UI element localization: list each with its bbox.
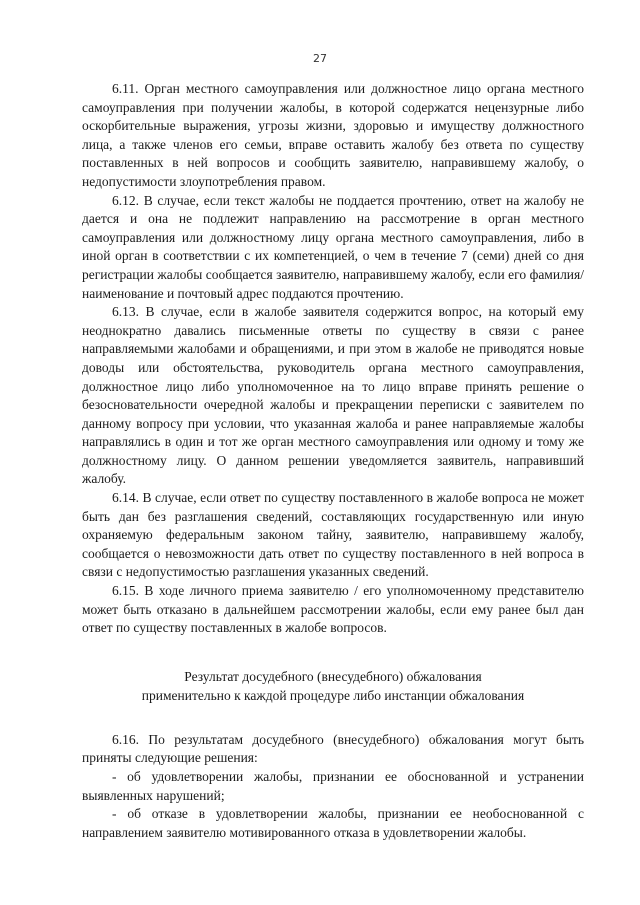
- decision-item-refuse: - об отказе в удовлетворении жалобы, признании ее необоснованной с направлением заявителю мотивированного отказа в удовлетворении жалобы.: [82, 806, 584, 840]
- section-heading: [82, 667, 584, 705]
- paragraph-6-15: 6.15. В ходе личного приема заявителю / его уполномоченному представителю может быть отказано в дальнейшем рассмотрении жалобы, если ему ранее был дан ответ по существу поставленных в жалобе вопросов.: [82, 583, 584, 636]
- paragraph-6-12: 6.12. В случае, если текст жалобы не поддается прочтению, ответ на жалобу не дается и она не подлежит направлению на рассмотрение в орган местного самоуправления или должностному лицу органа местного самоуправления, либо в иной орган в соответствии с их компетенцией, о чем в течение 7 (семи) дней со дня регистрации жалобы сообщается заявителю, направившему жалобу, если его фамилия/наименование и почтовый адрес поддаются прочтению.: [82, 192, 584, 301]
- paragraph-6-16: 6.16. По результатам досудебного (внесудебного) обжалования могут быть приняты следующие решения:: [82, 731, 584, 766]
- paragraph-6-11: 6.11. Орган местного самоуправления или должностное лицо органа местного самоуправления при получении жалобы, в которой содержатся нецензурные либо оскорбительные выражения, угрозы жизни, здоровью и имуществу должностного лица, а также членов его семьи, вправе оставить жалобу без ответа по существу поставленных в ней вопросов и сообщить заявителю, направившему жалобу, о недопустимости злоупотребления правом.: [82, 81, 584, 189]
- paragraph-6-13: 6.13. В случае, если в жалобе заявителя содержится вопрос, на который ему неоднократно давались письменные ответы по существу в связи с ранее направляемыми жалобами и обращениями, и при этом в жалобе не приводятся новые доводы или обстоятельства, руководитель органа местного самоуправления, должностное лицо либо уполномоченное на то лицо вправе принять решение о безосновательности очередной жалобы и прекращении переписки с заявителем по данному вопросу при условии, что указанная жалоба и ранее направляемые жалобы направлялись в один и тот же орган местного самоуправления или одному и тому же должностному лицу. О данном решении уведомляется заявитель, направивший жалобу.: [82, 304, 584, 487]
- section-heading-line-1: Результат досудебного (внесудебного) обжалования: [184, 668, 482, 684]
- page-number: 27: [313, 52, 327, 65]
- paragraph-6-14: 6.14. В случае, если ответ по существу поставленного в жалобе вопроса не может быть дан без разглашения сведений, составляющих государственную или иную охраняемую федеральным законом тайну, заявителю, направившему жалобу, сообщается о невозможности дать ответ по существу поставленного в ней вопроса в связи с недопустимостью разглашения указанных сведений.: [82, 490, 584, 580]
- document-body: [82, 80, 584, 842]
- section-heading-line-2: применительно к каждой процедуре либо инстанции обжалования: [141, 687, 525, 703]
- decision-item-satisfy: - об удовлетворении жалобы, признании ее обоснованной и устранении выявленных нарушений;: [82, 769, 584, 803]
